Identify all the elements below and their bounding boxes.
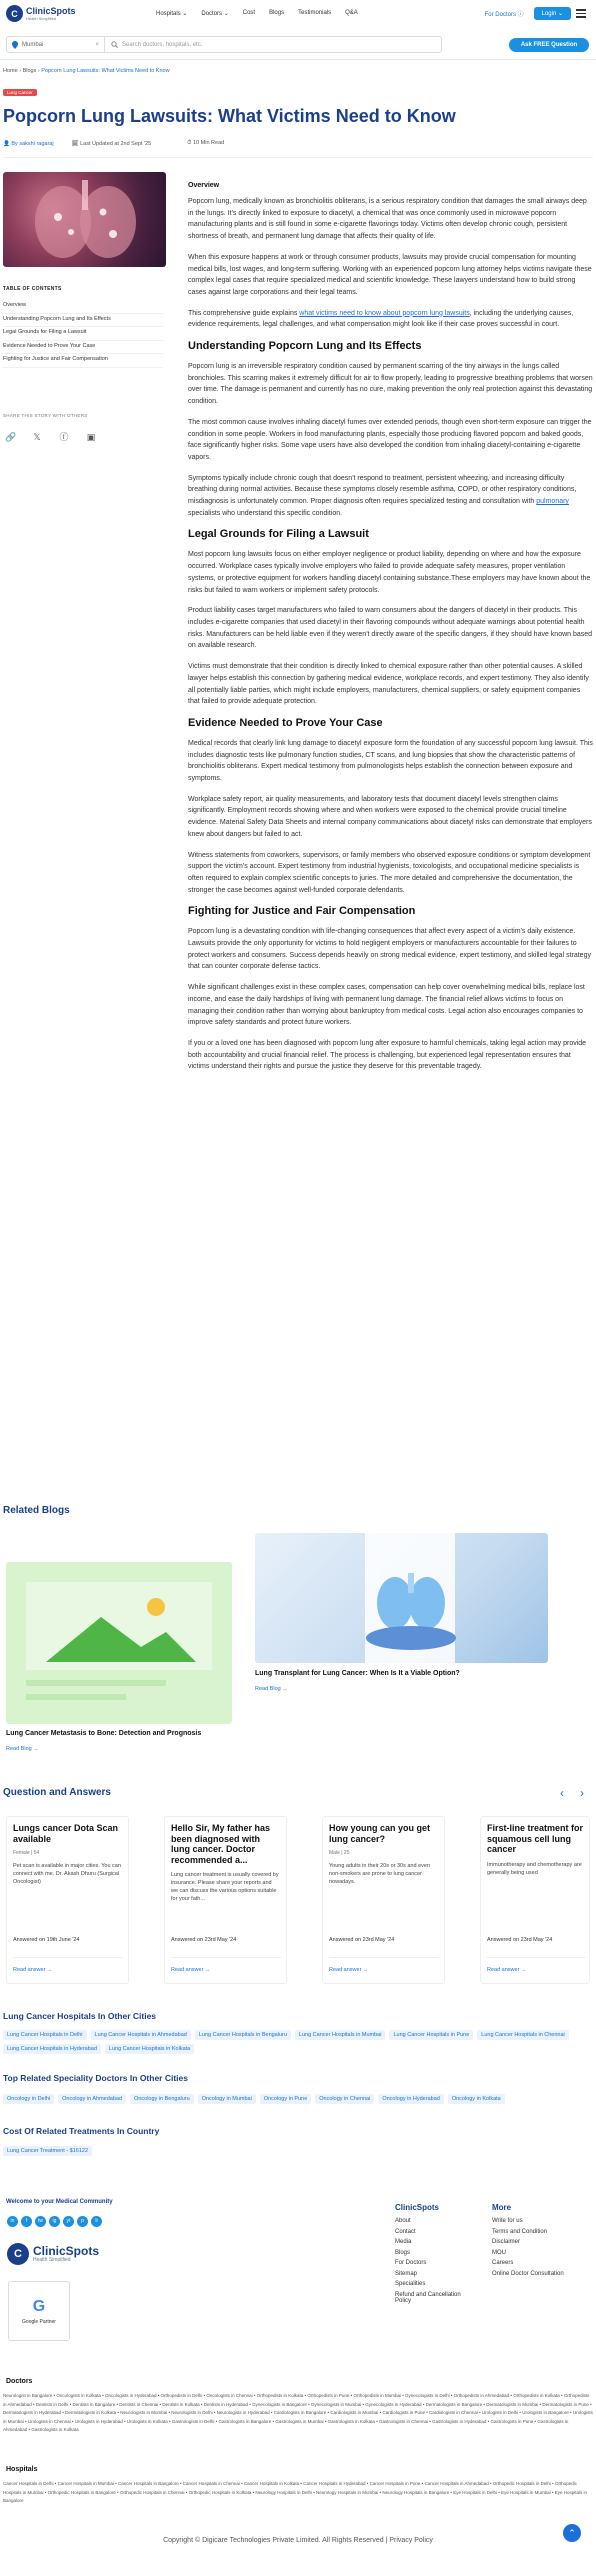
section-overview-heading: Overview bbox=[188, 182, 220, 189]
city-chip[interactable]: Oncology in Bengaluru bbox=[130, 2094, 194, 2104]
footer-link[interactable]: Contact bbox=[395, 2228, 416, 2235]
city-chip[interactable]: Lung Cancer Hospitals in Chennai bbox=[477, 2030, 568, 2040]
footer-link[interactable]: Media bbox=[395, 2239, 412, 2245]
table-of-contents bbox=[3, 300, 163, 368]
doctor-holding-lungs-image bbox=[255, 1533, 548, 1663]
article-body bbox=[188, 182, 593, 1082]
footer-welcome: Welcome to your Medical Community bbox=[6, 2199, 113, 2205]
article-meta bbox=[3, 140, 260, 147]
paragraph: Popcorn lung is a devastating condition with life-changing consequences that affect every aspect of a victim's daily existence. Lawsuits provide the only opportunity for victims to hold negligent employers or manufacturers accountable for their failures to protect workers and consumers. Success depends heavily on strong medical evidence, expert testimony, and skilled legal strategy that can counter corporate defense tactics. bbox=[188, 928, 591, 971]
lungs-illustration bbox=[3, 172, 166, 267]
paragraph: Workplace safety report, air quality measurements, and laboratory tests that document diacetyl levels strengthen claims significantly. Employment records showing where and when workers were exposed to the chemical provide crucial timeline evidence. Material Safety Data Sheets and internal company communications about diacetyl risks can demonstrate that employers knew about dangers but failed to act. bbox=[188, 795, 592, 838]
qa-card[interactable] bbox=[480, 1816, 590, 1984]
google-icon: G bbox=[32, 2297, 46, 2315]
paragraph: The most common cause involves inhaling diacetyl fumes over extended periods, though even short-term exposure can trigger the condition in some people. Workers in food manufacturing plants, especially those producing flavored popcorn and baked goods, face significantly higher risks. Some vape users have also developed the condition from inhaling diacetyl-containing e-cigarette vapors. bbox=[188, 418, 592, 461]
divider bbox=[3, 157, 593, 158]
footer-link[interactable]: About bbox=[395, 2218, 411, 2224]
category-badge[interactable]: Lung Cancer bbox=[3, 89, 37, 96]
toc-heading: TABLE OF CONTENTS bbox=[3, 286, 62, 292]
author: 👤 By sakshi ragaraj bbox=[3, 140, 54, 147]
breadcrumb-current: Popcorn Lung Lawsuits: What Victims Need to Know bbox=[41, 68, 170, 74]
doctors-cities-heading: Top Related Speciality Doctors In Other Cities bbox=[3, 2073, 188, 2083]
blog-thumbnail-lung-transplant[interactable] bbox=[255, 1533, 548, 1663]
qa-date: Answered on 19th June '24 bbox=[13, 1937, 80, 1943]
nav-qa[interactable]: Q&A bbox=[345, 10, 358, 16]
qa-question: How young can you get lung cancer? bbox=[329, 1823, 431, 1844]
author-link[interactable]: By sakshi ragaraj bbox=[11, 140, 54, 147]
google-partner-badge[interactable] bbox=[8, 2281, 70, 2341]
paragraph: While significant challenges exist in these complex cases, compensation can help cover overwhelming medical bills, replace lost income, and ease the daily hardships of living with permanent lung damage. The financial relief allows victims to focus on managing their condition rather than worrying about bankruptcy from medical costs. Legal action also encourages companies to improve safety standards and protect future workers. bbox=[188, 984, 585, 1027]
instagram-icon[interactable]: ig bbox=[49, 2216, 60, 2227]
read-answer-link[interactable]: Read answer → bbox=[487, 1967, 527, 1973]
blog-title[interactable]: Lung Transplant for Lung Cancer: When Is It a Viable Option? bbox=[255, 1670, 460, 1677]
qa-question: Lungs cancer Dota Scan available bbox=[13, 1823, 119, 1844]
paragraph: Symptoms typically include chronic cough that doesn't respond to treatment, persistent wheezing, and increasing difficulty breathing during normal activities. Because these symptoms closely resemble asthma, COPD, or other respiratory conditions, misdiagnosis is unfortunately common. Proper diagnosis often requires specialized testing and consultation with pulmonary specialists who understand this specific condition. bbox=[188, 474, 577, 517]
paragraph: Medical records that clearly link lung damage to diacetyl exposure form the foundation of any successful popcorn lung lawsuit. This includes diagnostic tests like pulmonary function studies, CT scans, and lung biopsies that show the characteristic patterns of bronchiolitis obliterans. Expert medical testimony from pulmonologists helps establish the connection between exposure and symptoms. bbox=[188, 739, 593, 783]
paragraph: If you or a loved one has been diagnosed with popcorn lung after exposure to harmful chemicals, taking legal action may provide both accountability and crucial financial relief. The process is challenging, but experienced legal representation ensures that victims understand their rights and pursue the justice they deserve for this preventable tragedy. bbox=[188, 1039, 587, 1071]
read-answer-link[interactable]: Read answer → bbox=[13, 1967, 53, 1973]
related-blogs-heading: Related Blogs bbox=[3, 1505, 70, 1516]
logo-icon: C bbox=[6, 5, 23, 22]
cost-chip[interactable]: Lung Cancer Treatment - $16122 bbox=[3, 2146, 92, 2156]
city-chip[interactable]: Oncology in Mumbai bbox=[198, 2094, 256, 2104]
pulmonary-link[interactable]: pulmonary bbox=[536, 498, 569, 506]
toc-item-overview[interactable]: Overview bbox=[3, 300, 163, 314]
city-chip[interactable]: Oncology in Kolkata bbox=[448, 2094, 505, 2104]
city-chip[interactable]: Oncology in Chennai bbox=[315, 2094, 374, 2104]
qa-question: Hello Sir, My father has been diagnosed with lung cancer. Doctor recommended a... bbox=[171, 1823, 271, 1865]
cost-heading: Cost Of Related Treatments In Country bbox=[3, 2126, 160, 2136]
read-blog-link[interactable]: Read Blog → bbox=[6, 1746, 39, 1752]
login-button[interactable]: Login ⌄ bbox=[534, 7, 571, 20]
cost-section bbox=[0, 2126, 596, 2136]
paragraph: When this exposure happens at work or through consumer products, lawsuits may provide crucial compensation for mounting medical bills, lost wages, and long-term suffering. Working with an experienced popcorn lung attorney helps victims navigate these complex legal cases that require specialized medical and scientific knowledge. These lawyers understand how to build strong cases against large corporations and their legal teams. bbox=[188, 253, 592, 296]
paragraph: Popcorn lung is an irreversible respiratory condition caused by permanent scarring of the tiny airways in the lungs called bronchioles. This scarring makes it extremely difficult for air to flow properly, leading to progressive breathing problems that worsen over time. The damage is permanent and currently has no cure, making prevention the only real protection against this devastating condition. bbox=[188, 363, 593, 406]
city-chip[interactable]: Lung Cancer Hospitals in Delhi bbox=[3, 2030, 87, 2040]
twitter-icon[interactable]: 𝕏 bbox=[33, 432, 41, 442]
site-logo[interactable] bbox=[6, 5, 76, 22]
section-evidence-heading: Evidence Needed to Prove Your Case bbox=[188, 716, 383, 729]
footer-link[interactable]: Blogs bbox=[395, 2249, 411, 2256]
search-input[interactable] bbox=[105, 41, 202, 48]
footer-link[interactable]: Disclaimer bbox=[492, 2239, 521, 2245]
paragraph: Product liability cases target manufacturers who failed to warn consumers about the dangers of diacetyl in their products. This includes e-cigarette companies that used diacetyl in their flavoring compounds without adequate warnings about potential health risks. Manufacturers can be held liable even if they weren't directly aware of the specific dangers, if they should have known based on available research. bbox=[188, 607, 593, 650]
footer-link[interactable]: Careers bbox=[492, 2260, 514, 2266]
nav-doctors[interactable]: Doctors ⌄ bbox=[201, 11, 229, 17]
qa-meta: Male | 25 bbox=[329, 1850, 350, 1856]
blog-thumbnail-placeholder[interactable] bbox=[6, 1562, 232, 1724]
qa-heading: Question and Answers bbox=[3, 1787, 111, 1798]
twitter-icon[interactable]: tw bbox=[35, 2216, 46, 2227]
city-chip[interactable]: Lung Cancer Hospitals in Bengaluru bbox=[195, 2030, 291, 2040]
hospitals-cities-section bbox=[0, 2011, 596, 2021]
qa-answer-snippet: Young adults in their 20s or 30s and even non-smokers are prone to lung cancer nowadays. bbox=[329, 1863, 431, 1885]
footer-col-heading: More bbox=[492, 2203, 512, 2212]
qa-answer-snippet: Lung cancer treatment is usually covered by insurance. Please share your reports and we can discuss the various options suitable for your fath... bbox=[171, 1872, 279, 1902]
location-clear-icon[interactable]: × bbox=[95, 41, 99, 48]
doctors-cities-chips bbox=[3, 2094, 593, 2108]
city-chip[interactable]: Oncology in Delhi bbox=[3, 2094, 54, 2104]
qa-prev-arrow-icon[interactable]: ‹ bbox=[560, 1786, 564, 1800]
footer-link[interactable]: Write for us bbox=[492, 2218, 523, 2224]
related-blogs-section bbox=[0, 1505, 596, 1516]
link-icon[interactable]: li bbox=[91, 2216, 102, 2227]
breadcrumb: Home › Blogs › Popcorn Lung Lawsuits: What Victims Need to Know bbox=[3, 68, 170, 74]
pinterest-icon[interactable]: p bbox=[77, 2216, 88, 2227]
hospitals-cities-heading: Lung Cancer Hospitals In Other Cities bbox=[3, 2011, 157, 2021]
footer-hospitals-heading: Hospitals bbox=[6, 2466, 38, 2473]
read-answer-link[interactable]: Read answer → bbox=[171, 1967, 211, 1973]
linkedin-icon[interactable]: ▣ bbox=[86, 432, 96, 442]
location-select[interactable] bbox=[7, 37, 105, 52]
location-value: Mumbai bbox=[22, 41, 44, 48]
nav-hospitals[interactable]: Hospitals ⌄ bbox=[156, 11, 188, 17]
main-nav bbox=[156, 10, 372, 17]
breadcrumb-blogs[interactable]: Blogs bbox=[22, 68, 37, 74]
footer-doctors-links[interactable]: Neurologist in Bangalore • Oncologists in Kolkata • Oncologists in Hyderabad • Orthopedists in Delhi • Oncologists in Chennai • Orthopedists in Kolkata • Orthopedists in Pune • Orthopedists in Mumbai • Gynecologists in Delhi • Orthopedists in Ahmedabad • Orthopedists in Kolkata • Orthopedists in Ahmedabad • Dentists in Delhi • Dentists in Bangalore • Dentists in Chennai • Dentists in Kolkata • Dentists in Hyderabad • Gynecologists in Bangalore • Gynecologists in Mumbai • Gynecologists in Hyderabad • Dermatologists in Bangalore • Dermatologists in Mumbai • Dermatologists in Pune • Dermatologists in Hyderabad • Dermatologists in Kolkata • Neurologists in Mumbai • Neurologists in Delhi • Neurologists in Hyderabad • Cardiologists in Bangalore • Cardiologists in Mumbai • Cardiologists in Pune • Cardiologists in Chennai • Urologists in Delhi • Urologists in Bangalore • Urologists in Mumbai • Urologists in Chennai • Urologists in Hyderabad • Urologists in Kolkata • Gastrologists in Delhi • Gastrologists in Bangalore • Gastrologists in Mumbai • Gastrologists in Kolkata • Gastrologists in Chennai • Gastrologists in Hyderabad • Gastrologists in Pune • Gastrologists in Ahmedabad • Gastrologists in Kolkata bbox=[3, 2393, 593, 2432]
footer-logo-icon: C bbox=[7, 2243, 29, 2265]
footer-link[interactable]: Terms and Condition bbox=[492, 2228, 548, 2235]
city-chip[interactable]: Lung Cancer Hospitals in Kolkata bbox=[105, 2044, 194, 2054]
city-chip[interactable]: Lung Cancer Hospitals in Ahmedabad bbox=[91, 2030, 191, 2040]
city-chip[interactable]: Oncology in Pune bbox=[260, 2094, 311, 2104]
hamburger-menu-icon[interactable] bbox=[576, 9, 586, 18]
site-header bbox=[0, 0, 596, 60]
google-partner-label: Google Partner bbox=[22, 2318, 56, 2325]
social-icons bbox=[7, 2216, 105, 2227]
footer-link[interactable]: Sitemap bbox=[395, 2270, 418, 2277]
footer-link[interactable]: For Doctors bbox=[395, 2260, 427, 2266]
footer-doctors-heading: Doctors bbox=[6, 2378, 33, 2385]
ask-free-question-button[interactable]: Ask FREE Question bbox=[509, 38, 589, 52]
read-blog-link[interactable]: Read Blog → bbox=[255, 1686, 288, 1692]
footer-link[interactable]: Specialities bbox=[395, 2281, 426, 2287]
share-heading: SHARE THIS STORY WITH OTHERS bbox=[3, 413, 88, 418]
qa-card[interactable] bbox=[322, 1816, 445, 1984]
linkedin-icon[interactable]: in bbox=[7, 2216, 18, 2227]
qa-meta: Female | 54 bbox=[13, 1850, 40, 1856]
facebook-icon[interactable]: f bbox=[21, 2216, 32, 2227]
search-icon bbox=[111, 41, 118, 48]
city-chip[interactable]: Oncology in Ahmedabad bbox=[58, 2094, 126, 2104]
footer-hospitals-links[interactable]: Cancer Hospitals in Delhi • Cancer Hospitals in Mumbai • Cancer Hospitals in Bangalore • Cancer Hospitals in Chennai • Cancer Hospitals in Kolkata • Cancer Hospitals in Hyderabad • Cancer Hospitals in Pune • Cancer Hospitals in Ahmedabad • Orthopedic Hospitals in Delhi • Orthopedic Hospitals in Mumbai • Orthopedic Hospitals in Bangalore • Orthopedic Hospitals in Chennai • Orthopedic Hospitals in Kolkata • Neurology Hospitals in Delhi • Neurology Hospitals in Mumbai • Neurology Hospitals in Bangalore • Eye Hospitals in Delhi • Eye Hospitals in Mumbai • Eye Hospitals in Bangalore bbox=[3, 2481, 587, 2503]
blog-title[interactable]: Lung Cancer Metastasis to Bone: Detection and Prognosis bbox=[6, 1730, 202, 1737]
qa-answer-snippet: Pet scan is available in major cities. You can connect with me. Dr. Akash Dhuru (Surgical Oncologist) bbox=[13, 1863, 121, 1885]
for-doctors-link[interactable]: For Doctors ⓘ bbox=[484, 12, 524, 18]
footer-link[interactable]: MOU bbox=[492, 2249, 506, 2256]
logo-name: ClinicSpots bbox=[26, 5, 76, 16]
location-pin-icon bbox=[12, 41, 18, 49]
last-updated: 🗓 Last Updated at 2nd Sept '25 bbox=[71, 140, 152, 147]
qa-question: First-line treatment for squamous cell lung cancer bbox=[487, 1823, 584, 1854]
toc-item-evidence[interactable]: Evidence Needed to Prove Your Case bbox=[3, 341, 163, 355]
footer-link[interactable]: Refund and Cancellation Policy bbox=[395, 2291, 461, 2304]
qa-date: Answered on 23rd May '24 bbox=[171, 1937, 237, 1943]
section-legal-heading: Legal Grounds for Filing a Lawsuit bbox=[188, 528, 369, 541]
hero-image bbox=[3, 172, 166, 267]
qa-next-arrow-icon[interactable]: › bbox=[580, 1786, 584, 1800]
qa-card[interactable] bbox=[6, 1816, 129, 1984]
paragraph: Most popcorn lung lawsuits focus on either employer negligence or product liability, depending on where and how the exposure occurred. Workplace cases typically involve employers who failed to provide adequate safety measures, proper ventilation systems, or protective equipment for workers handling diacetyl containing substance.These employers may have known about the risks but failed to warn workers or implement safety protocols. bbox=[188, 551, 591, 594]
qa-date: Answered on 23rd May '24 bbox=[329, 1937, 395, 1943]
copyright: Copyright © Digicare Technologies Private Limited. All Rights Reserved | Privacy Policy bbox=[163, 2537, 433, 2544]
paragraph: Witness statements from coworkers, supervisors, or family members who observed exposure conditions or symptom development support the victim's account. Expert testimony from industrial hygienists, toxicologists, and occupational medicine specialists is often required to explain complex scientific concepts to juries. The more detailed and comprehensive the documentation, the stronger the case becomes against well-funded corporate defendants. bbox=[188, 851, 591, 894]
read-time: ⏱ 10 Min Read bbox=[187, 140, 225, 146]
nav-cost[interactable]: Cost bbox=[242, 10, 256, 16]
qa-answer-snippet: Immunotherapy and chemotherapy are generally being used bbox=[487, 1861, 582, 1876]
search-placeholder: Search doctors, hospitals, etc. bbox=[122, 41, 203, 48]
facebook-icon[interactable]: ⓕ bbox=[59, 432, 69, 442]
share-icons bbox=[5, 432, 113, 442]
toc-item-fighting[interactable]: Fighting for Justice and Fair Compensation bbox=[3, 354, 163, 368]
footer-logo-name: ClinicSpots bbox=[33, 2244, 100, 2258]
hospitals-cities-chips bbox=[3, 2030, 593, 2058]
section-understanding-heading: Understanding Popcorn Lung and Its Effects bbox=[188, 340, 422, 353]
city-chip[interactable]: Lung Cancer Hospitals in Hyderabad bbox=[3, 2044, 101, 2054]
search-bar bbox=[6, 36, 442, 53]
qa-date: Answered on 23rd May '24 bbox=[487, 1937, 553, 1943]
breadcrumb-home[interactable]: Home bbox=[3, 68, 18, 74]
footer-logo-tag: Health Simplified bbox=[33, 2257, 71, 2263]
city-chip[interactable]: Lung Cancer Hospitals in Mumbai bbox=[295, 2030, 386, 2040]
qa-card[interactable] bbox=[164, 1816, 287, 1984]
footer-col-heading: ClinicSpots bbox=[395, 2203, 440, 2212]
read-answer-link[interactable]: Read answer → bbox=[329, 1967, 369, 1973]
paragraph: Popcorn lung, medically known as bronchiolitis obliterans, is a serious respiratory condition that damages the small airways deep in the lungs. It's directly linked to exposure to diacetyl, a chemical that was once commonly used in microwave popcorn manufacturing plants and is still found in some e-cigarette flavorings today. Victims often develop chronic cough, persistent shortness of breath, and permanent lung damage that affects their quality of life. bbox=[188, 198, 587, 241]
page-title: Popcorn Lung Lawsuits: What Victims Need to Know bbox=[3, 106, 456, 126]
paragraph: This comprehensive guide explains what victims need to know about popcorn lung lawsuits, including the underlying causes, evidence requirements, legal challenges, and what compensation might look like if their case proves successful in court. bbox=[188, 309, 574, 329]
footer-logo[interactable] bbox=[7, 2243, 99, 2265]
cost-chips bbox=[3, 2146, 593, 2160]
doctors-cities-section bbox=[0, 2073, 596, 2083]
image-placeholder-icon bbox=[6, 1562, 232, 1724]
nav-testimonials[interactable]: Testimonials bbox=[298, 10, 332, 16]
paragraph: Victims must demonstrate that their condition is directly linked to chemical exposure rather than other potential causes. A skilled lawyer helps establish this connection by gathering medical evidence, workplace records, and expert testimony. They also identify all potentially liable parties, which might include employers, manufacturers, chemical suppliers, or safety equipment companies that failed to provide adequate protection. bbox=[188, 663, 589, 706]
toc-item-legal[interactable]: Legal Grounds for Filing a Lawsuit bbox=[3, 327, 163, 341]
footer-col-clinicspots bbox=[395, 2203, 465, 2304]
inline-link[interactable]: what victims need to know about popcorn lung lawsuits bbox=[299, 309, 470, 317]
copy-link-icon[interactable]: 🔗 bbox=[5, 432, 17, 442]
youtube-icon[interactable]: yt bbox=[63, 2216, 74, 2227]
logo-tagline: Health Simplified bbox=[26, 15, 57, 21]
section-fighting-heading: Fighting for Justice and Fair Compensation bbox=[188, 905, 416, 918]
toc-item-understanding[interactable]: Understanding Popcorn Lung and Its Effects bbox=[3, 314, 163, 328]
qa-section bbox=[0, 1787, 596, 1798]
city-chip[interactable]: Lung Cancer Hospitals in Pune bbox=[389, 2030, 473, 2040]
city-chip[interactable]: Oncology in Hyderabad bbox=[378, 2094, 443, 2104]
scroll-to-top-icon[interactable]: ⌃ bbox=[563, 2524, 581, 2542]
footer-col-more bbox=[492, 2203, 564, 2281]
nav-blogs[interactable]: Blogs bbox=[269, 10, 285, 16]
footer-link[interactable]: Online Doctor Consultation bbox=[492, 2270, 564, 2277]
